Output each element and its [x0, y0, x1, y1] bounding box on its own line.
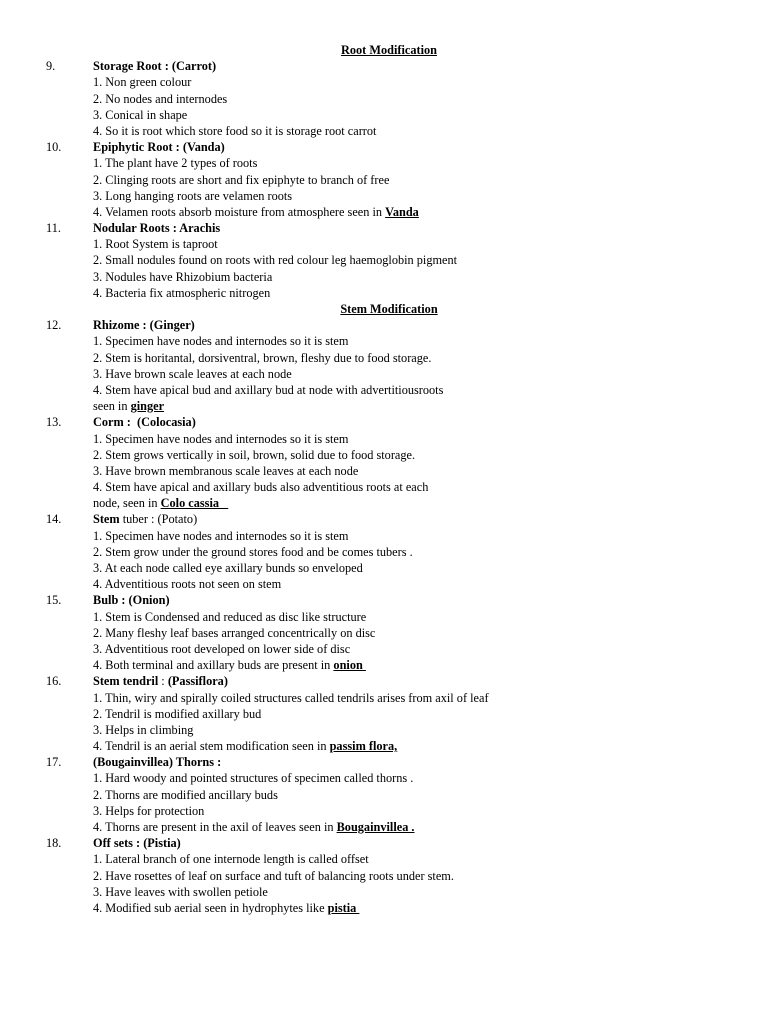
specimen-emphasis: pistia [327, 900, 360, 915]
list-item [0, 803, 768, 819]
list-item [0, 738, 768, 754]
item-point-with-emphasis [93, 204, 419, 220]
item-number: 18. [46, 836, 62, 851]
item-point: 3. Long hanging roots are velamen roots [93, 188, 293, 203]
list-item [0, 560, 768, 576]
list-item [0, 544, 768, 560]
list-item [0, 155, 768, 171]
item-point: 1. Thin, wiry and spirally coiled structures called tendrils arises from axil of leaf [93, 690, 489, 705]
item-point: 2. Small nodules found on roots with red colour leg haemoglobin pigment [93, 253, 458, 268]
item-number: 15. [46, 593, 62, 608]
item-continuation: seen in [93, 399, 131, 414]
item-number: 14. [46, 512, 62, 527]
item-point: 4. Tendril is an aerial stem modification seen in [93, 739, 330, 754]
item-title: Bulb : (Onion) [93, 593, 170, 608]
list-item [0, 609, 768, 625]
specimen-emphasis: Vanda [385, 204, 419, 219]
item-point: 1. Lateral branch of one internode length is called offset [93, 852, 369, 867]
list-item [0, 690, 768, 706]
item-number: 10. [46, 140, 62, 155]
item-point: 4. Bacteria fix atmospheric nitrogen [93, 285, 271, 300]
item-point-with-emphasis [93, 398, 164, 414]
item-point: 3. Helps in climbing [93, 722, 194, 737]
item-point: 1. Stem is Condensed and reduced as disc like structure [93, 609, 367, 624]
list-item [0, 900, 768, 916]
item-16-title-line [0, 673, 768, 689]
list-item [0, 819, 768, 835]
item-point-with-emphasis [93, 657, 366, 673]
item-17-title-line [0, 754, 768, 770]
item-12-title-line [0, 317, 768, 333]
specimen-emphasis: Bougainvillea . [336, 820, 415, 834]
item-title: Epiphytic Root : (Vanda) [93, 140, 225, 155]
item-title [93, 673, 228, 689]
item-point: 2. Stem grows vertically in soil, brown, solid due to food storage. [93, 447, 416, 462]
item-point: 2. Tendril is modified axillary bud [93, 706, 262, 721]
item-number: 16. [46, 674, 62, 689]
item-point: 1. The plant have 2 types of roots [93, 156, 258, 171]
item-point: 1. Specimen have nodes and internodes so it is stem [93, 431, 349, 446]
list-item [0, 787, 768, 803]
item-title-rest: : [158, 674, 168, 689]
item-number: 12. [46, 318, 62, 333]
item-point: 2. Stem is horitantal, dorsiventral, brown, fleshy due to food storage. [93, 350, 432, 365]
list-item-continuation [0, 398, 768, 414]
item-point: 1. Root System is taproot [93, 237, 218, 252]
list-item [0, 285, 768, 301]
item-number: 17. [46, 755, 62, 770]
item-point: 3. Adventitious root developed on lower side of disc [93, 641, 351, 656]
list-item [0, 333, 768, 349]
list-item [0, 366, 768, 382]
list-item [0, 123, 768, 139]
item-point: 3. Nodules have Rhizobium bacteria [93, 269, 273, 284]
item-point: 2. Thorns are modified ancillary buds [93, 787, 278, 802]
item-point: 3. At each node called eye axillary bunds so enveloped [93, 561, 363, 575]
item-point: 1. Hard woody and pointed structures of specimen called thorns . [93, 771, 414, 786]
specimen-emphasis: Colo cassia [160, 496, 229, 511]
item-number: 13. [46, 415, 62, 430]
list-item [0, 463, 768, 479]
item-11-title-line [0, 220, 768, 236]
list-item [0, 641, 768, 657]
item-point: 3. Have brown membranous scale leaves at each node [93, 463, 359, 478]
item-title: Nodular Roots : Arachis [93, 221, 221, 236]
item-title-bold-2: (Passiflora) [167, 674, 228, 689]
item-point: 3. Have brown scale leaves at each node [93, 366, 292, 381]
item-point: 4. Modified sub aerial seen in hydrophytes like [93, 900, 328, 915]
item-15-title-line [0, 592, 768, 608]
item-title: Corm : (Colocasia) [93, 415, 196, 430]
item-point: 4. So it is root which store food so it is storage root carrot [93, 123, 377, 138]
item-title: (Bougainvillea) Thorns : [93, 755, 222, 770]
item-title: Off sets : (Pistia) [93, 836, 181, 851]
item-18-title-line [0, 835, 768, 851]
item-point-with-emphasis [93, 495, 228, 511]
list-item [0, 576, 768, 592]
specimen-emphasis: ginger [130, 399, 165, 414]
item-point: 4. Adventitious roots not seen on stem [93, 577, 282, 592]
list-item [0, 350, 768, 366]
item-title: Storage Root : (Carrot) [93, 59, 217, 74]
item-point: 3. Conical in shape [93, 107, 188, 122]
item-13-title-line [0, 414, 768, 430]
item-point: 3. Helps for protection [93, 803, 205, 818]
list-item [0, 706, 768, 722]
item-point: 2. Stem grow under the ground stores food and be comes tubers . [93, 544, 413, 559]
item-14-title-line [0, 511, 768, 527]
list-item [0, 625, 768, 641]
list-item [0, 252, 768, 268]
item-point: 4. Stem have apical and axillary buds also adventitious roots at each [93, 480, 429, 495]
item-10-title-line [0, 139, 768, 155]
item-point-with-emphasis [93, 900, 359, 916]
item-point: 1. Specimen have nodes and internodes so it is stem [93, 528, 349, 543]
item-number: 11. [46, 221, 61, 236]
list-item-continuation [0, 495, 768, 511]
list-item [0, 657, 768, 673]
item-point: 3. Have leaves with swollen petiole [93, 884, 268, 899]
item-title [93, 511, 197, 527]
item-9-title-line [0, 58, 768, 74]
item-title-rest: tuber : (Potato) [119, 512, 198, 527]
list-item [0, 851, 768, 867]
item-point-with-emphasis [93, 738, 397, 754]
item-point: 4. Both terminal and axillary buds are present in [93, 658, 334, 673]
item-title-bold: Stem tendril [93, 674, 159, 689]
item-title-bold: Stem [93, 512, 120, 527]
item-title: Rhizome : (Ginger) [93, 318, 195, 333]
list-item [0, 269, 768, 285]
item-continuation: node, seen in [93, 496, 161, 511]
list-item [0, 447, 768, 463]
item-point: 1. Non green colour [93, 75, 192, 90]
item-point: 2. Many fleshy leaf bases arranged concentrically on disc [93, 625, 376, 640]
list-item [0, 91, 768, 107]
list-item [0, 107, 768, 123]
list-item [0, 236, 768, 252]
list-item [0, 188, 768, 204]
list-item [0, 479, 768, 495]
list-item [0, 528, 768, 544]
list-item [0, 204, 768, 220]
section-heading-stem [0, 301, 768, 317]
section-heading-root [0, 42, 768, 58]
item-point: 2. Clinging roots are short and fix epiphyte to branch of free [93, 172, 390, 187]
item-point: 2. No nodes and internodes [93, 91, 228, 106]
list-item [0, 74, 768, 90]
list-item [0, 431, 768, 447]
list-item [0, 172, 768, 188]
item-point-with-emphasis [93, 819, 415, 835]
item-point: 2. Have rosettes of leaf on surface and tuft of balancing roots under stem. [93, 868, 454, 883]
item-point: 4. Velamen roots absorb moisture from atmosphere seen in [93, 204, 386, 219]
list-item [0, 884, 768, 900]
item-point: 1. Specimen have nodes and internodes so it is stem [93, 334, 349, 349]
list-item [0, 722, 768, 738]
specimen-emphasis: onion [333, 658, 366, 673]
item-point: 4. Stem have apical bud and axillary bud at node with advertitiousroots [93, 382, 444, 397]
list-item [0, 770, 768, 786]
list-item [0, 382, 768, 398]
item-point: 4. Thorns are present in the axil of leaves seen in [93, 820, 337, 834]
list-item [0, 868, 768, 884]
item-number: 9. [46, 59, 56, 74]
section-heading: Root Modification [341, 43, 437, 57]
specimen-emphasis: passim flora, [329, 739, 398, 754]
section-heading: Stem Modification [340, 302, 438, 316]
